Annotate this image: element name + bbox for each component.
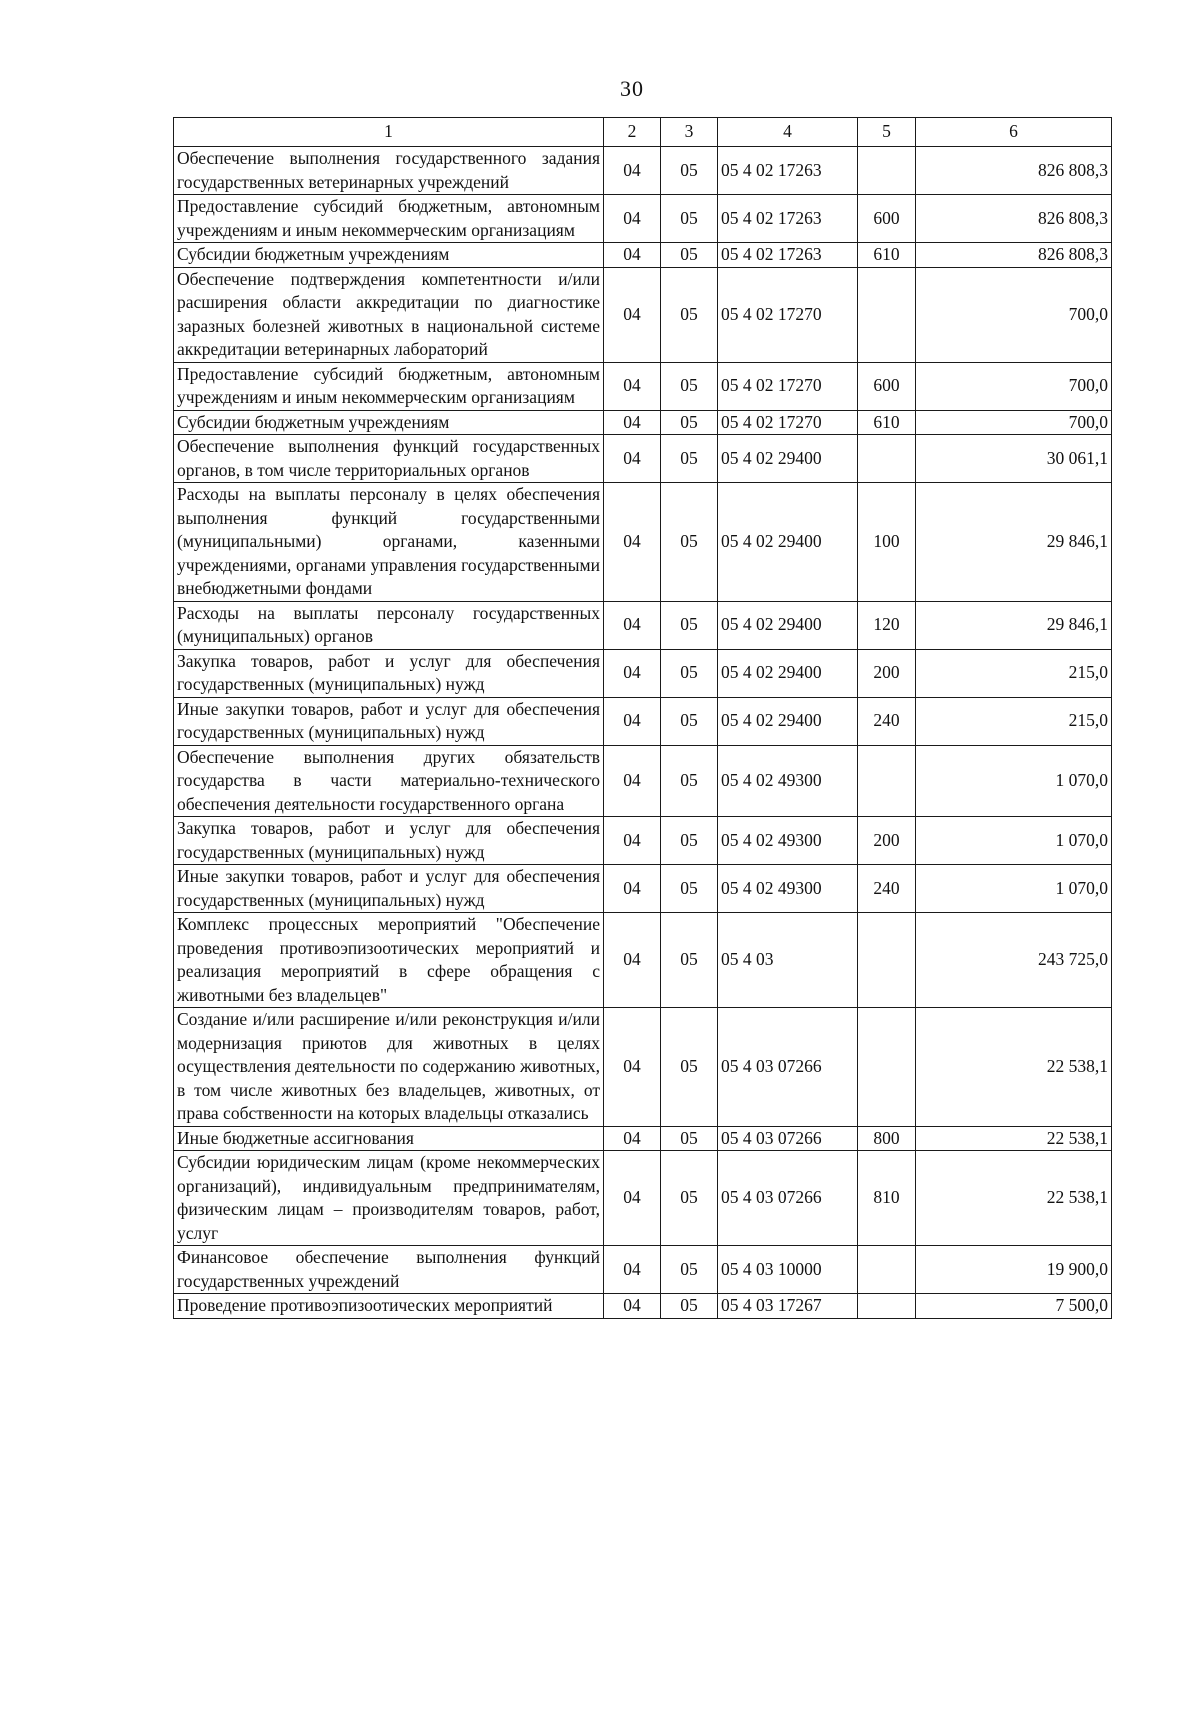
row-subsection-code: 05 [661,243,718,268]
row-amount: 700,0 [916,362,1112,410]
row-subsection-code: 05 [661,1294,718,1319]
table-row [174,362,1112,410]
row-section-code: 04 [604,1126,661,1151]
budget-table [173,117,1112,1319]
row-name: Иные закупки товаров, работ и услуг для обеспечения государственных (муниципальных) нужд [174,865,604,913]
row-expense-type: 200 [858,817,916,865]
row-name: Обеспечение подтверждения компетентности и/или расширения области аккредитации по диагностике заразных болезней животных в национальной системе аккредитации ветеринарных лабораторий [174,267,604,362]
row-amount: 19 900,0 [916,1246,1112,1294]
row-subsection-code: 05 [661,745,718,817]
row-expense-type [858,745,916,817]
row-amount: 22 538,1 [916,1126,1112,1151]
row-name: Субсидии бюджетным учреждениям [174,410,604,435]
row-target-article: 05 4 02 29400 [718,697,858,745]
header-col-3: 3 [661,118,718,147]
row-amount: 30 061,1 [916,435,1112,483]
row-section-code: 04 [604,1151,661,1246]
row-name: Создание и/или расширение и/или реконструкция и/или модернизация приютов для животных в целях осуществления деятельности по содержанию животных, в том числе животных без владельцев, животных, от права собственности на которых владельцы отказались [174,1008,604,1127]
row-expense-type: 610 [858,243,916,268]
row-expense-type: 200 [858,649,916,697]
row-subsection-code: 05 [661,1126,718,1151]
row-expense-type [858,1246,916,1294]
row-subsection-code: 05 [661,697,718,745]
row-name: Обеспечение выполнения государственного задания государственных ветеринарных учреждений [174,147,604,195]
row-subsection-code: 05 [661,817,718,865]
row-target-article: 05 4 03 17267 [718,1294,858,1319]
table-row [174,147,1112,195]
row-section-code: 04 [604,147,661,195]
row-subsection-code: 05 [661,601,718,649]
row-amount: 7 500,0 [916,1294,1112,1319]
row-name: Иные бюджетные ассигнования [174,1126,604,1151]
row-subsection-code: 05 [661,649,718,697]
row-expense-type: 800 [858,1126,916,1151]
page-number: 30 [620,76,644,101]
header-col-5: 5 [858,118,916,147]
row-name: Субсидии бюджетным учреждениям [174,243,604,268]
table-row [174,601,1112,649]
row-name: Закупка товаров, работ и услуг для обеспечения государственных (муниципальных) нужд [174,649,604,697]
row-section-code: 04 [604,817,661,865]
row-target-article: 05 4 02 17263 [718,243,858,268]
row-name: Предоставление субсидий бюджетным, автономным учреждениям и иным некоммерческим организациям [174,362,604,410]
header-col-1: 1 [174,118,604,147]
row-subsection-code: 05 [661,1246,718,1294]
table-row [174,745,1112,817]
row-target-article: 05 4 02 17270 [718,267,858,362]
row-amount: 22 538,1 [916,1008,1112,1127]
row-expense-type: 600 [858,195,916,243]
row-target-article: 05 4 02 17270 [718,362,858,410]
row-subsection-code: 05 [661,435,718,483]
table-row [174,697,1112,745]
row-target-article: 05 4 02 29400 [718,483,858,602]
row-section-code: 04 [604,267,661,362]
row-amount: 215,0 [916,697,1112,745]
row-section-code: 04 [604,195,661,243]
row-expense-type: 100 [858,483,916,602]
row-amount: 826 808,3 [916,147,1112,195]
row-amount: 243 725,0 [916,913,1112,1008]
row-target-article: 05 4 02 49300 [718,817,858,865]
row-expense-type [858,1294,916,1319]
row-section-code: 04 [604,697,661,745]
row-section-code: 04 [604,435,661,483]
row-amount: 29 846,1 [916,601,1112,649]
row-expense-type [858,267,916,362]
row-expense-type: 120 [858,601,916,649]
row-expense-type [858,1008,916,1127]
row-section-code: 04 [604,410,661,435]
table-row [174,649,1112,697]
row-target-article: 05 4 02 17270 [718,410,858,435]
row-section-code: 04 [604,601,661,649]
row-name: Иные закупки товаров, работ и услуг для обеспечения государственных (муниципальных) нужд [174,697,604,745]
table-row [174,817,1112,865]
header-col-4: 4 [718,118,858,147]
table-row [174,243,1112,268]
row-section-code: 04 [604,1008,661,1127]
row-target-article: 05 4 02 29400 [718,435,858,483]
row-amount: 1 070,0 [916,865,1112,913]
row-name: Финансовое обеспечение выполнения функций государственных учреждений [174,1246,604,1294]
row-subsection-code: 05 [661,865,718,913]
row-subsection-code: 05 [661,483,718,602]
row-subsection-code: 05 [661,1008,718,1127]
row-amount: 826 808,3 [916,243,1112,268]
table-row [174,267,1112,362]
header-col-6: 6 [916,118,1112,147]
row-section-code: 04 [604,913,661,1008]
row-name: Закупка товаров, работ и услуг для обеспечения государственных (муниципальных) нужд [174,817,604,865]
table-row [174,435,1112,483]
table-row [174,865,1112,913]
row-section-code: 04 [604,1246,661,1294]
row-amount: 22 538,1 [916,1151,1112,1246]
row-subsection-code: 05 [661,913,718,1008]
row-subsection-code: 05 [661,147,718,195]
table-row [174,1008,1112,1127]
row-section-code: 04 [604,649,661,697]
row-name: Комплекс процессных мероприятий "Обеспечение проведения противоэпизоотических мероприятий и реализация мероприятий в сфере обращения с животными без владельцев" [174,913,604,1008]
row-name: Субсидии юридическим лицам (кроме некоммерческих организаций), индивидуальным предпринимателям, физическим лицам – производителям товаров, работ, услуг [174,1151,604,1246]
table-row [174,1126,1112,1151]
table-row [174,410,1112,435]
row-target-article: 05 4 02 49300 [718,745,858,817]
table-row [174,913,1112,1008]
row-target-article: 05 4 03 [718,913,858,1008]
row-amount: 700,0 [916,410,1112,435]
table-row [174,195,1112,243]
table-header-row [174,118,1112,147]
row-subsection-code: 05 [661,267,718,362]
row-expense-type: 600 [858,362,916,410]
row-target-article: 05 4 02 17263 [718,195,858,243]
row-target-article: 05 4 03 10000 [718,1246,858,1294]
row-expense-type: 610 [858,410,916,435]
row-name: Расходы на выплаты персоналу государственных (муниципальных) органов [174,601,604,649]
row-amount: 700,0 [916,267,1112,362]
table-row [174,483,1112,602]
row-expense-type [858,435,916,483]
row-section-code: 04 [604,362,661,410]
row-name: Проведение противоэпизоотических мероприятий [174,1294,604,1319]
row-subsection-code: 05 [661,195,718,243]
row-section-code: 04 [604,745,661,817]
row-expense-type [858,147,916,195]
table-row [174,1294,1112,1319]
row-target-article: 05 4 02 29400 [718,649,858,697]
row-target-article: 05 4 02 29400 [718,601,858,649]
header-col-2: 2 [604,118,661,147]
row-section-code: 04 [604,243,661,268]
row-expense-type: 240 [858,865,916,913]
row-amount: 1 070,0 [916,817,1112,865]
row-target-article: 05 4 03 07266 [718,1126,858,1151]
row-section-code: 04 [604,865,661,913]
row-name: Предоставление субсидий бюджетным, автономным учреждениям и иным некоммерческим организациям [174,195,604,243]
row-target-article: 05 4 02 17263 [718,147,858,195]
row-target-article: 05 4 03 07266 [718,1008,858,1127]
row-expense-type: 810 [858,1151,916,1246]
row-section-code: 04 [604,483,661,602]
row-subsection-code: 05 [661,1151,718,1246]
row-amount: 215,0 [916,649,1112,697]
row-expense-type: 240 [858,697,916,745]
row-section-code: 04 [604,1294,661,1319]
row-expense-type [858,913,916,1008]
table-row [174,1151,1112,1246]
row-name: Обеспечение выполнения других обязательств государства в части материально-технического обеспечения деятельности государственного органа [174,745,604,817]
table-row [174,1246,1112,1294]
row-name: Обеспечение выполнения функций государственных органов, в том числе территориальных органов [174,435,604,483]
row-name: Расходы на выплаты персоналу в целях обеспечения выполнения функций государственными (муниципальными) органами, казенными учреждениями, органами управления государственными внебюджетными фондами [174,483,604,602]
row-target-article: 05 4 03 07266 [718,1151,858,1246]
row-target-article: 05 4 02 49300 [718,865,858,913]
row-subsection-code: 05 [661,362,718,410]
row-amount: 29 846,1 [916,483,1112,602]
row-amount: 826 808,3 [916,195,1112,243]
row-amount: 1 070,0 [916,745,1112,817]
row-subsection-code: 05 [661,410,718,435]
